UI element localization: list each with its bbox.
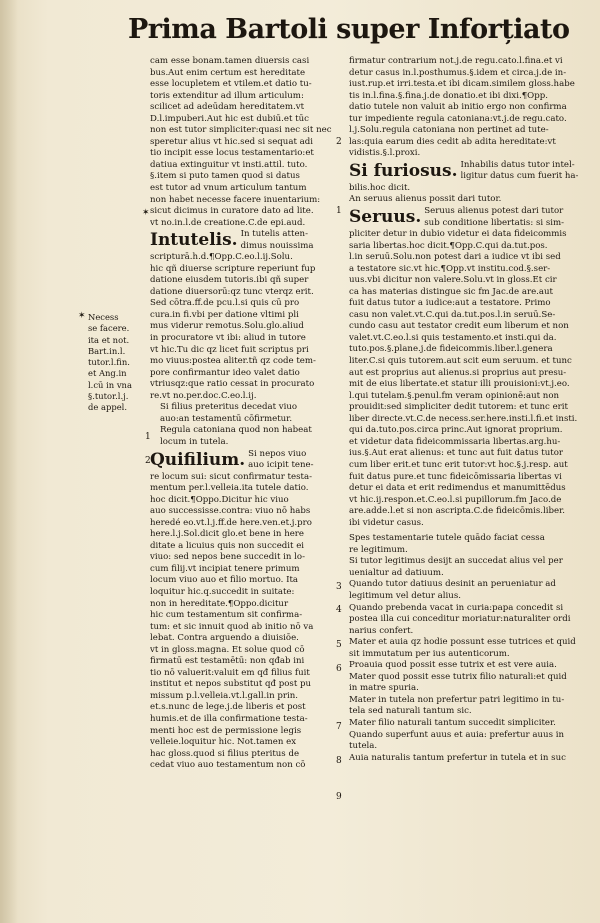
text-line: saria libertas.hoc dicit.¶Opp.C.qui da.tut.pos. xyxy=(349,240,548,251)
margin-note-line: et Ang.in xyxy=(88,368,127,379)
text-line: hic qñ diuerse scripture reperiunt fup xyxy=(150,263,316,274)
text-line: non habet necesse facere inuentarium: xyxy=(150,194,321,205)
heading-quifilium-title: Quifilium. xyxy=(150,449,246,470)
text-line: cundo casu aut testator credit eum liberum et non xyxy=(349,321,569,332)
page-gutter-shadow xyxy=(0,0,18,923)
text-line: mo viuus:postea aliter.tñ qz code tem- xyxy=(150,356,316,367)
margin-note-line: Bart.in.l. xyxy=(88,345,126,356)
text-line: cedat viuo auo testamentum non cō xyxy=(150,760,306,771)
rubric-line: uenialtur ad datiuum. xyxy=(349,567,444,578)
heading-side-line: Inhabilis datus tutor intel- xyxy=(460,159,575,170)
text-line: ca has materias distingue sic fm Jac.de are.aut xyxy=(349,286,554,297)
rubric-line: Quando tutor datiuus desinit an perueniatur ad xyxy=(349,579,556,590)
text-line: ibi videtur casus. xyxy=(349,517,424,528)
rubric-line: Si filius preteritus decedat viuo xyxy=(160,402,298,413)
text-line: hic cum testamentum sit confirma- xyxy=(150,610,303,621)
text-line: pore confirmantur ideo valet datio xyxy=(150,367,300,378)
marginal-number: 2 xyxy=(336,137,342,147)
heading-side-line: auo icipit tene- xyxy=(248,460,314,471)
heading-side-line: ligitur datus cum fuerit ha- xyxy=(460,171,579,182)
heading-side-line: In tutelis atten- xyxy=(240,229,308,240)
text-line: re locum sui: sicut confirmatur testa- xyxy=(150,471,312,482)
marginal-number: 9 xyxy=(336,792,342,802)
margin-note-line: se facere. xyxy=(88,323,130,334)
text-line: ditate a licuius quis non succedit ei xyxy=(150,540,305,551)
margin-note-line: de appel. xyxy=(88,402,127,413)
text-line: datio tutele non valuit ab initio ergo non confirma xyxy=(349,102,567,113)
rubric-line: Quando superfunt auus et auia: prefertur auus in xyxy=(349,729,564,740)
text-line: non est tutor simpliciter:quasi nec sit nec xyxy=(150,125,332,136)
heading-si-furiosus-title: Si furiosus. xyxy=(349,160,458,181)
text-line: fuit datus pure.et tunc fideicōmissaria libertas vi xyxy=(349,471,562,482)
text-line: heredé eo.vt.l.j.ff.de here.ven.et.j.pro xyxy=(150,517,312,528)
text-line: fuit datus tutor a iudice:aut a testatore. Primo xyxy=(349,298,551,309)
text-line: detur casus in.l.posthumus.§.idem et circa.j.de in- xyxy=(349,67,567,78)
heading-side-line: Si nepos viuo xyxy=(248,448,307,459)
right-column xyxy=(349,56,587,764)
text-line: datiua extinguitur vt insti.attil. tuto. xyxy=(150,159,308,170)
text-line: ius.§.Aut erat alienus: et tunc aut fuit datus tutor xyxy=(349,448,564,459)
text-line: cum filij.vt incipiat tenere primum xyxy=(150,563,300,574)
text-line: firmatū est testamētū: non qđab ini xyxy=(150,656,305,667)
text-line: viuo: sed nepos bene succedit in lo- xyxy=(150,552,305,563)
margin-note-line: Necess xyxy=(88,312,119,322)
text-line: liber directe.vt.C.de necess.ser.here.insti.l.fi.et insti. xyxy=(349,413,578,424)
marginal-number: 1 xyxy=(336,206,342,216)
heading-side-line: dimus nouissima xyxy=(240,240,314,251)
marginal-number: 2 xyxy=(145,456,151,466)
text-line: cam esse bonam.tamen diuersis casi xyxy=(150,56,310,66)
rubric-line: Regula catoniana quod non habeat xyxy=(160,425,312,436)
text-line: Sed cōtra.ff.de pcu.l.si quis cū pro xyxy=(150,298,300,309)
text-line: lebat. Contra arguendo a diuisiōe. xyxy=(150,633,299,644)
text-line: bus.Aut enim certum est hereditate xyxy=(150,67,306,78)
text-line: vt hic.ij.respon.et.C.eo.l.si pupillorum.fm Jaco.de xyxy=(349,494,562,505)
rubric-line: tutela. xyxy=(349,741,378,752)
text-line: non in hereditate.¶Oppo.dicitur xyxy=(150,598,289,609)
text-line: est tutor ad vnum articulum tantum xyxy=(150,183,307,194)
text-line: datione diuersorū:qz tunc vterqz erit. xyxy=(150,286,314,297)
text-line: et.s.nunc de lege.j.de liberis et post xyxy=(150,702,306,713)
margin-note-line: §.tutor.l.j. xyxy=(88,391,129,402)
text-line: tuto.pos.§.plane.j.de fideicommis.liber.l.genera xyxy=(349,344,553,355)
heading-seruus-title: Seruus. xyxy=(349,207,422,228)
margin-note xyxy=(88,312,146,414)
text-line: scilicet ad adeūdam hereditatem.vt xyxy=(150,102,305,113)
rubric-line: auo:an testamentū cōfirmetur. xyxy=(160,413,293,424)
heading-quifilium xyxy=(150,449,335,472)
rubric-line: Mater in tutela non prefertur patri legitimo in tu- xyxy=(349,694,565,705)
rubric-line: locum in tutela. xyxy=(160,436,229,447)
text-line: loquitur hic.q.succedit in suitate: xyxy=(150,586,295,597)
rubric-line: narius confert. xyxy=(349,625,414,636)
rubric-line: legitimum vel detur alius. xyxy=(349,590,461,601)
marginal-number: 4 xyxy=(336,605,342,615)
text-line: las:quia earum dies cedit ab adita hereditate:vt xyxy=(349,136,556,147)
rubric-line: Spes testamentarie tutele quādo faciat cessa xyxy=(349,533,545,544)
text-line: locum viuo auo et filio mortuo. Ita xyxy=(150,575,299,586)
text-line: vidistis.§.l.proxi. xyxy=(349,148,421,159)
text-line: An seruus alienus possit dari tutor. xyxy=(349,194,502,205)
text-line: re.vt no.per.doc.C.eo.l.ij. xyxy=(150,390,257,401)
text-line: D.l.impuberi.Aut hic est dubiū.et tūc xyxy=(150,113,309,124)
rubric-line: sit immutatum per ius autenticorum. xyxy=(349,648,510,659)
text-line: l.j.Solu.regula catoniana non pertinet ad tute- xyxy=(349,125,549,136)
left-column xyxy=(150,56,335,772)
running-head: Prima Bartoli super Inforțiato xyxy=(128,14,570,45)
margin-note-line: ita et not. xyxy=(88,334,130,345)
text-line: scripturā.h.d.¶Opp.C.eo.l.ij.Solu. xyxy=(150,252,293,263)
rubric-line: Auia naturalis tantum prefertur in tutela et in suc xyxy=(349,752,566,763)
text-line: tio incipit esse locus testamentario:et xyxy=(150,148,314,159)
text-line: bilis.hoc dicit. xyxy=(349,182,411,193)
text-line: cum liber erit.et tunc erit tutor:vt hoc.§.j.resp. aut xyxy=(349,459,568,470)
rubric-line: in matre spuria. xyxy=(349,683,419,694)
text-line: here.l.j.Sol.dicit glo.et bene in here xyxy=(150,529,305,540)
text-line: §.item si puto tamen quod si datus xyxy=(150,171,300,182)
text-line: uus.vbi dicitur non valere.Solu.vt in gloss.Et cir xyxy=(349,275,557,286)
heading-side-line: Seruus alienus potest dari tutor xyxy=(424,206,564,217)
text-line: iust.rup.et irri.testa.et ibi dicam.similem gloss.habe xyxy=(349,79,575,90)
text-line: tur impediente regula catoniana:vt.j.de regu.cato. xyxy=(349,113,567,124)
text-line: l.in seruū.Solu.non potest dari a iudice vt ibi sed xyxy=(349,252,561,263)
text-line: tis in.l.fina.§.fina.j.de donatio.et ibi dixi.¶Opp. xyxy=(349,90,548,101)
rubric-line: Mater et auia qz hodie possunt esse tutrices et quid xyxy=(349,637,576,648)
text-line: hac gloss.quod si filius pteritus de xyxy=(150,748,300,759)
text-line: are.adde.l.et si non ascripta.C.de fideicōmis.liber. xyxy=(349,506,566,517)
rubric-line: Mater filio naturali tantum succedit simpliciter. xyxy=(349,717,556,728)
text-line: esse locupletem et vtilem.et datio tu- xyxy=(150,79,312,90)
star-marker: ✶ xyxy=(142,208,150,218)
heading-intutelis xyxy=(150,229,335,252)
text-line: et videtur data fideicommissaria libertas.arg.hu- xyxy=(349,436,561,447)
text-line: velleie.loquitur hic. Not.tamen ex xyxy=(150,737,297,748)
text-line: mus viderur remotus.Solu.glo.aliud xyxy=(150,321,304,332)
text-line: tum: et sic innuit quod ab initio nō va xyxy=(150,621,314,632)
text-line: liter.C.si quis tutorem.aut scit eum seruum. et tunc xyxy=(349,356,572,367)
text-line: aut est proprius aut alienus.si proprius aut presu- xyxy=(349,367,567,378)
text-line: qui da.tuto.pos.circa princ.Aut ignorat proprium. xyxy=(349,425,563,436)
text-line: l.qui tutelam.§.penul.fm veram opinionē:aut non xyxy=(349,390,560,401)
heading-si-furiosus xyxy=(349,160,587,183)
text-line: sicut dicimus in curatore dato ad lite. xyxy=(150,206,314,217)
text-line: cura.in fi.vbi per datione vltimi pli xyxy=(150,309,299,320)
heading-intutelis-title: Intutelis. xyxy=(150,230,238,251)
text-line: institut et nepos substitut qđ post pu xyxy=(150,679,312,690)
marginal-number: 7 xyxy=(336,722,342,732)
rubric-line: Mater quod possit esse tutrix filio naturali:et quid xyxy=(349,671,567,682)
marginal-number: 5 xyxy=(336,640,342,650)
text-line: toris extenditur ad illum articulum: xyxy=(150,90,304,101)
text-line: auo successisse.contra: viuo nō habs xyxy=(150,506,311,517)
marginal-number: 3 xyxy=(336,582,342,592)
text-line: missum p.l.velleia.vt.l.gall.in prin. xyxy=(150,690,298,701)
text-line: vtriusqz:que ratio cessat in procurato xyxy=(150,379,315,390)
text-line: tio nō valuerit:valuit em qđ filius fuit xyxy=(150,667,310,678)
rubric-line: re legitimum. xyxy=(349,544,408,555)
text-line: casu non valet.vt.C.qui da.tut.pos.l.in seruū.Se- xyxy=(349,309,556,320)
margin-note-line: l.cū in vna xyxy=(88,379,132,390)
marginal-number: 6 xyxy=(336,664,342,674)
heading-side-line: sub conditione libertatis: si sim- xyxy=(424,217,565,228)
text-line: menti hoc est de permissione legis xyxy=(150,725,302,736)
text-line: a testatore sic.vt hic.¶Opp.vt institu.cod.§.ser- xyxy=(349,263,551,274)
marginal-number: 1 xyxy=(145,432,151,442)
text-line: speretur alius vt hic.sed si sequat adi xyxy=(150,136,314,147)
text-line: mentum per.l.velleia.ita tutele datio. xyxy=(150,483,309,494)
text-line: valet.vt.C.eo.l.si quis testamento.et insti.qui da. xyxy=(349,332,557,343)
star-marker: ✶ xyxy=(78,311,86,321)
rubric-line: Si tutor legitimus desijt an succedat alius vel per xyxy=(349,556,563,567)
text-line: datione eiusdem tutoris.ibi qñ super xyxy=(150,275,309,286)
text-line: pliciter detur in dubio videtur ei data fideicommis xyxy=(349,229,567,240)
rubric-line: tela sed naturali tantum sic. xyxy=(349,706,472,717)
rubric-line: Quando prebenda vacat in curia:papa concedit si xyxy=(349,602,564,613)
text-line: vt in gloss.magna. Et solue quod cō xyxy=(150,644,305,655)
rubric-line: Proauia quod possit esse tutrix et est vere auia. xyxy=(349,660,557,671)
marginal-number: 8 xyxy=(336,756,342,766)
rubric-line: postea illa cui conceditur moriatur:naturaliter ordi xyxy=(349,614,571,625)
text-line: prouidit:sed simpliciter dedit tutorem: et tunc erit xyxy=(349,402,568,413)
heading-seruus xyxy=(349,206,587,229)
text-line: mit de eius libertate.et statur illi prouisioni:vt.j.eo. xyxy=(349,379,570,390)
text-line: vt hic.Tu dic qz licet fuit scriptus pri xyxy=(150,344,309,355)
margin-note-line: tutor.l.fin. xyxy=(88,357,130,368)
text-line: detur ei data et erit redimendus et manumittēdus xyxy=(349,483,566,494)
text-line: hoc dicit.¶Oppo.Dicitur hic viuo xyxy=(150,494,289,505)
text-line: humis.et de illa confirmatione testa- xyxy=(150,713,308,724)
text-line: in procuratore vt ibi: aliud in tutore xyxy=(150,333,306,344)
text-line: vt no.in.l.de creatione.C.de epi.aud. xyxy=(150,217,306,228)
text-line: firmatur contrarium not.j.de regu.cato.l.fina.et vi xyxy=(349,56,563,66)
